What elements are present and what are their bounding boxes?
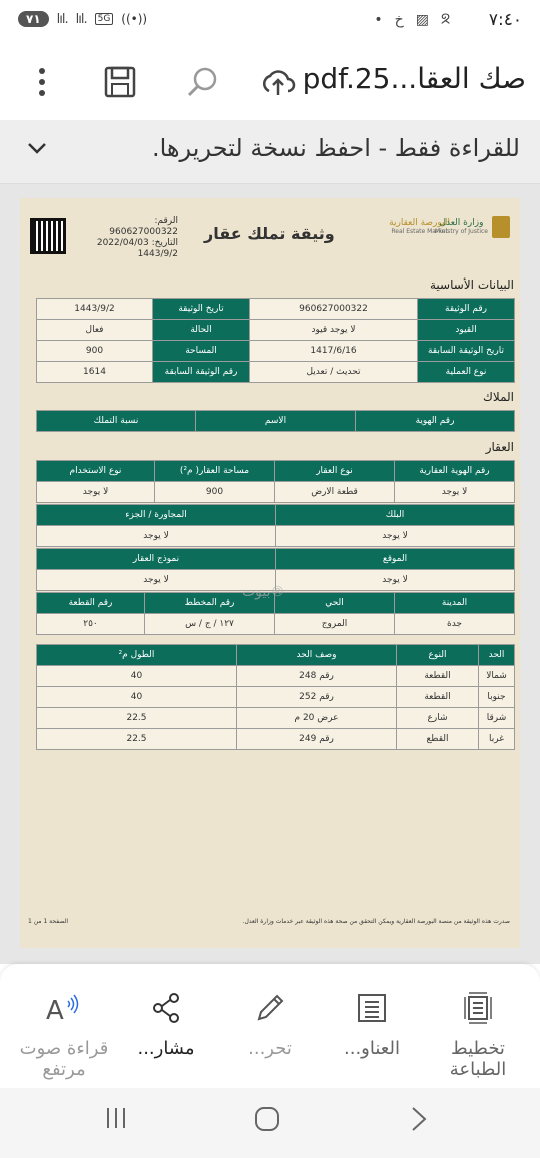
document-header bbox=[20, 198, 520, 268]
table-header-cell: الحد bbox=[479, 645, 515, 666]
table-header-cell: رقم الوثيقة السابقة bbox=[153, 362, 250, 383]
bottom-actions-sheet bbox=[0, 964, 540, 1088]
table-header-cell: القيود bbox=[418, 320, 515, 341]
table-cell: 1443/9/2 bbox=[37, 299, 153, 320]
table-header-cell: رقم الهوية bbox=[356, 411, 515, 432]
doc-number-line: الرقم: 960627000322 bbox=[109, 216, 178, 237]
qr-code-icon bbox=[30, 218, 66, 254]
home-button[interactable] bbox=[254, 1106, 280, 1136]
table-row bbox=[37, 320, 515, 341]
read-aloud-icon bbox=[14, 984, 114, 1032]
doc-hijri-line: 1443/9/2 bbox=[137, 249, 178, 259]
action-outline[interactable] bbox=[322, 984, 422, 1059]
doc-page-label: الصفحة 1 من 1 bbox=[28, 918, 68, 925]
watermark: بيوت® bbox=[242, 584, 285, 600]
market-logo-en: Real Estate Market bbox=[391, 228, 448, 235]
pencil-icon bbox=[220, 984, 320, 1032]
table-header-cell: المساحة bbox=[153, 341, 250, 362]
table-header-cell: الطول م² bbox=[37, 645, 237, 666]
table-header-cell: المجاورة / الجزء bbox=[37, 505, 276, 526]
table-header-row bbox=[37, 645, 515, 666]
table-row bbox=[37, 729, 515, 750]
table-cell: المروج bbox=[275, 614, 395, 635]
table-cell: لا يوجد قيود bbox=[250, 320, 418, 341]
doc-date-line: التاريخ: 2022/04/03 bbox=[96, 238, 178, 248]
table-row bbox=[37, 614, 515, 635]
table-header-cell: النوع bbox=[397, 645, 479, 666]
hotspot-icon: ((•)) bbox=[121, 12, 148, 26]
search-icon[interactable] bbox=[182, 62, 222, 102]
table-row bbox=[37, 526, 515, 547]
table-cell: 900 bbox=[155, 482, 275, 503]
table-cell: شرقا bbox=[479, 708, 515, 729]
chevron-down-icon[interactable] bbox=[26, 140, 48, 159]
table-cell: لا يوجد bbox=[37, 482, 155, 503]
table-cell: 40 bbox=[37, 687, 237, 708]
moj-logo bbox=[435, 218, 488, 235]
link-icon: ᘝ bbox=[440, 12, 450, 28]
signal-icon-2: lıl. bbox=[75, 11, 87, 27]
table-cell: لا يوجد bbox=[37, 570, 276, 591]
action-share[interactable] bbox=[116, 984, 216, 1059]
app-toolbar bbox=[0, 44, 540, 116]
table-header-cell: تاريخ الوثيقة bbox=[153, 299, 250, 320]
table-header-cell: مساحة العقار( م²) bbox=[155, 461, 275, 482]
table-cell: ٢٥٠ bbox=[37, 614, 145, 635]
signal-icon: lıl. bbox=[56, 11, 68, 27]
table-cell: لا يوجد bbox=[395, 482, 515, 503]
system-nav-bar bbox=[0, 1088, 540, 1158]
table-cell: رقم 248 bbox=[237, 666, 397, 687]
basic-section-title: البيانات الأساسية bbox=[430, 278, 514, 292]
table-row bbox=[37, 362, 515, 383]
table-cell: جنوبا bbox=[479, 687, 515, 708]
network-badge: 5G bbox=[95, 13, 114, 25]
read-only-text: للقراءة فقط - احفظ نسخة لتحريرها. bbox=[151, 134, 520, 162]
owners-section-title: الملاك bbox=[483, 390, 514, 404]
status-bar bbox=[0, 0, 540, 44]
moj-logo-text: وزارة العدل bbox=[439, 218, 484, 228]
market-logo-text: البورصة العقارية bbox=[389, 218, 450, 228]
share-icon bbox=[116, 984, 216, 1032]
table-row bbox=[37, 687, 515, 708]
table-header-cell: نوع العملية bbox=[418, 362, 515, 383]
boundaries-table bbox=[36, 644, 515, 750]
table-row bbox=[37, 708, 515, 729]
table-header-row bbox=[37, 505, 515, 526]
table-header-cell: تاريخ الوثيقة السابقة bbox=[418, 341, 515, 362]
table-header-cell: الموقع bbox=[276, 549, 515, 570]
table-cell: 22.5 bbox=[37, 708, 237, 729]
table-cell: فعال bbox=[37, 320, 153, 341]
table-header-cell: رقم القطعة bbox=[37, 593, 145, 614]
table-cell: 1417/6/16 bbox=[250, 341, 418, 362]
table-cell: 960627000322 bbox=[250, 299, 418, 320]
table-header-cell: رقم الوثيقة bbox=[418, 299, 515, 320]
table-header-cell: البلك bbox=[276, 505, 515, 526]
svg-text:A: A bbox=[46, 996, 64, 1026]
table-header-cell: نموذج العقار bbox=[37, 549, 276, 570]
table-cell: لا يوجد bbox=[37, 526, 276, 547]
dot-icon: • bbox=[374, 12, 383, 28]
table-header-cell: الاسم bbox=[196, 411, 356, 432]
table-row bbox=[37, 299, 515, 320]
table-cell: لا يوجد bbox=[276, 570, 515, 591]
notification-icon: خ bbox=[394, 12, 404, 28]
document-title: صك العقا...pdf.25 bbox=[302, 62, 526, 95]
property-table-2 bbox=[36, 504, 515, 547]
table-header-cell: نسبة التملك bbox=[37, 411, 196, 432]
owners-table bbox=[36, 410, 515, 432]
read-only-banner[interactable] bbox=[0, 120, 540, 184]
table-row bbox=[37, 666, 515, 687]
table-header-row bbox=[37, 411, 515, 432]
save-icon[interactable] bbox=[100, 62, 140, 102]
table-cell: لا يوجد bbox=[276, 526, 515, 547]
table-cell: القطع bbox=[397, 729, 479, 750]
action-label: العناو... bbox=[344, 1038, 400, 1059]
moj-emblem-icon bbox=[492, 216, 510, 238]
document-page[interactable] bbox=[20, 198, 520, 948]
document-heading: وثيقة تملك عقار bbox=[204, 224, 335, 243]
action-edit[interactable] bbox=[220, 984, 320, 1059]
moj-logo-en: Ministry of Justice bbox=[434, 228, 488, 235]
table-cell: 22.5 bbox=[37, 729, 237, 750]
table-cell: شمالا bbox=[479, 666, 515, 687]
table-cell: 40 bbox=[37, 666, 237, 687]
action-read-aloud[interactable] bbox=[14, 984, 114, 1080]
table-header-cell: وصف الحد bbox=[237, 645, 397, 666]
header-meta bbox=[88, 216, 178, 260]
table-header-cell: المدينة bbox=[395, 593, 515, 614]
action-print-layout[interactable] bbox=[428, 984, 528, 1080]
table-cell: تحديث / تعديل bbox=[250, 362, 418, 383]
table-cell: قطعة الارض bbox=[275, 482, 395, 503]
upload-cloud-icon[interactable] bbox=[258, 62, 298, 102]
property-table-1 bbox=[36, 460, 515, 503]
battery-indicator: ٧١ bbox=[18, 11, 49, 27]
recents-button[interactable] bbox=[104, 1106, 128, 1134]
table-cell: رقم 249 bbox=[237, 729, 397, 750]
table-header-cell: رقم المخطط bbox=[145, 593, 275, 614]
table-cell: عرض 20 م bbox=[237, 708, 397, 729]
table-cell: ١٢٧ / ج / س bbox=[145, 614, 275, 635]
table-header-cell: الحالة bbox=[153, 320, 250, 341]
action-label: قراءة صوت مرتفع bbox=[19, 1038, 109, 1080]
more-vert-icon[interactable] bbox=[22, 62, 62, 102]
action-label: تخطيط الطباعة bbox=[449, 1038, 507, 1080]
table-cell: 900 bbox=[37, 341, 153, 362]
image-icon: ▨ bbox=[415, 12, 429, 28]
notification-icons bbox=[374, 12, 450, 28]
table-cell: جدة bbox=[395, 614, 515, 635]
table-row bbox=[37, 482, 515, 503]
table-header-row bbox=[37, 461, 515, 482]
doc-footer-note: صدرت هذه الوثيقة من منصة البورصة العقارية ويمكن التحقق من صحة هذه الوثيقة عبر خدمات وزارة العدل. bbox=[242, 918, 510, 925]
status-left bbox=[18, 11, 147, 27]
print-layout-icon bbox=[428, 984, 528, 1032]
table-cell: 1614 bbox=[37, 362, 153, 383]
table-header-cell: رقم الهوية العقارية bbox=[395, 461, 515, 482]
clock: ٧:٤٠ bbox=[488, 10, 522, 30]
table-cell: القطعة bbox=[397, 666, 479, 687]
property-section-title: العقار bbox=[485, 440, 514, 454]
table-cell: غربا bbox=[479, 729, 515, 750]
table-cell: شارع bbox=[397, 708, 479, 729]
table-cell: القطعة bbox=[397, 687, 479, 708]
table-header-cell: نوع العقار bbox=[275, 461, 395, 482]
table-row bbox=[37, 341, 515, 362]
outline-icon bbox=[322, 984, 422, 1032]
table-cell: رقم 252 bbox=[237, 687, 397, 708]
back-button[interactable] bbox=[408, 1106, 430, 1136]
table-header-cell: نوع الاستخدام bbox=[37, 461, 155, 482]
document-viewport[interactable] bbox=[0, 184, 540, 964]
action-label: تحر... bbox=[248, 1038, 292, 1059]
action-label: مشار... bbox=[137, 1038, 195, 1059]
basic-data-table bbox=[36, 298, 515, 383]
table-header-row bbox=[37, 549, 515, 570]
table-header-cell: الحي bbox=[275, 593, 395, 614]
